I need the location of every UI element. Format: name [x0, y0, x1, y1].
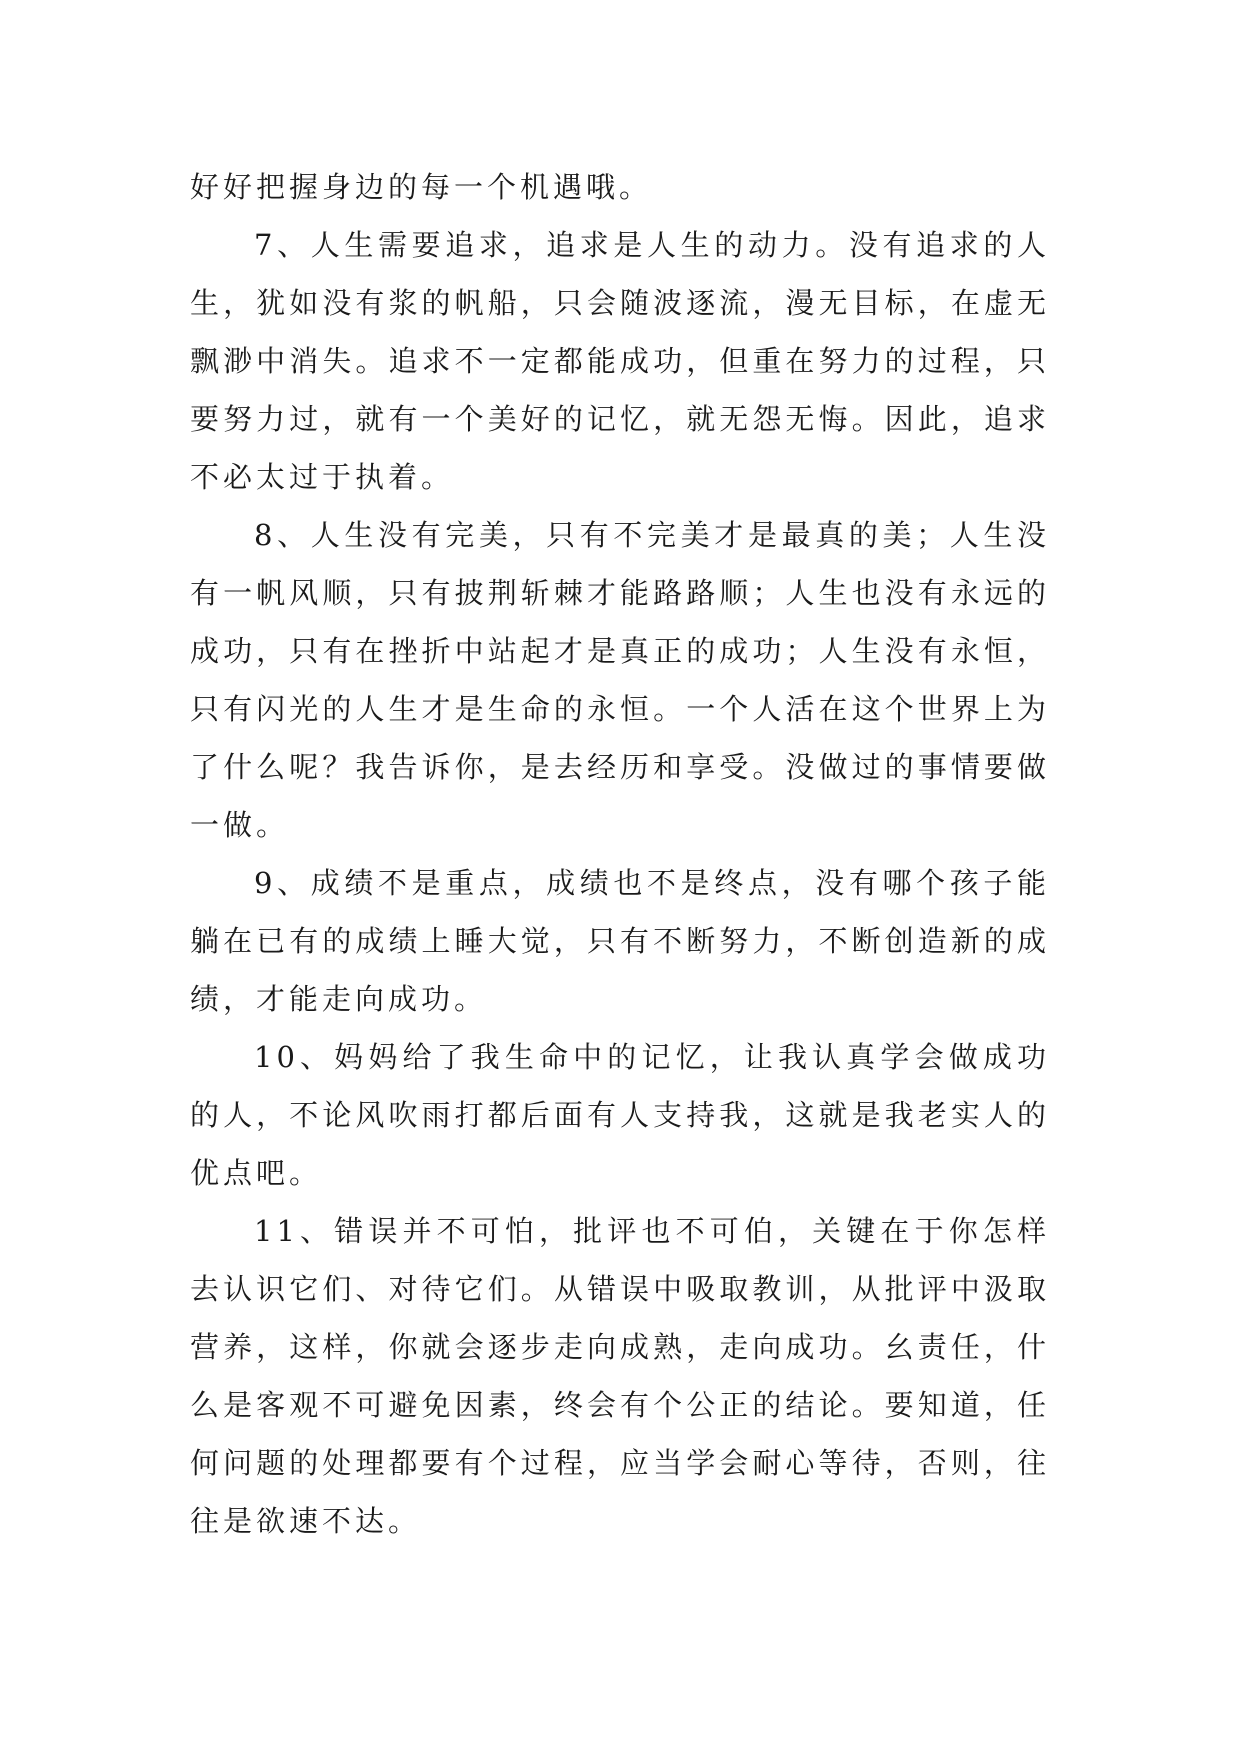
- document-body: [190, 158, 1050, 1550]
- paragraph-11: 11、错误并不可怕，批评也不可伯，关键在于你怎样去认识它们、对待它们。从错误中吸取教训，从批评中汲取营养，这样，你就会逐步走向成熟，走向成功。幺责任，什么是客观不可避免因素，终会有个公正的结论。要知道，任何问题的处理都要有个过程，应当学会耐心等待，否则，往往是欲速不达。: [190, 1214, 1050, 1538]
- paragraph-9: 9、成绩不是重点，成绩也不是终点，没有哪个孩子能躺在已有的成绩上睡大觉，只有不断努力，不断创造新的成绩，才能走向成功。: [190, 866, 1050, 1016]
- paragraph-7: 7、人生需要追求，追求是人生的动力。没有追求的人生，犹如没有浆的帆船，只会随波逐流，漫无目标，在虚无飘渺中消失。追求不一定都能成功，但重在努力的过程，只要努力过，就有一个美好的记忆，就无怨无悔。因此，追求不必太过于执着。: [190, 228, 1050, 494]
- paragraph-10: 10、妈妈给了我生命中的记忆，让我认真学会做成功的人，不论风吹雨打都后面有人支持我，这就是我老实人的优点吧。: [190, 1040, 1050, 1190]
- paragraph-8: 8、人生没有完美，只有不完美才是最真的美；人生没有一帆风顺，只有披荆斩棘才能路路顺；人生也没有永远的成功，只有在挫折中站起才是真正的成功；人生没有永恒，只有闪光的人生才是生命的永恒。一个人活在这个世界上为了什么呢？我告诉你，是去经历和享受。没做过的事情要做一做。: [190, 518, 1050, 842]
- paragraph-continuation: 好好把握身边的每一个机遇哦。: [190, 170, 653, 204]
